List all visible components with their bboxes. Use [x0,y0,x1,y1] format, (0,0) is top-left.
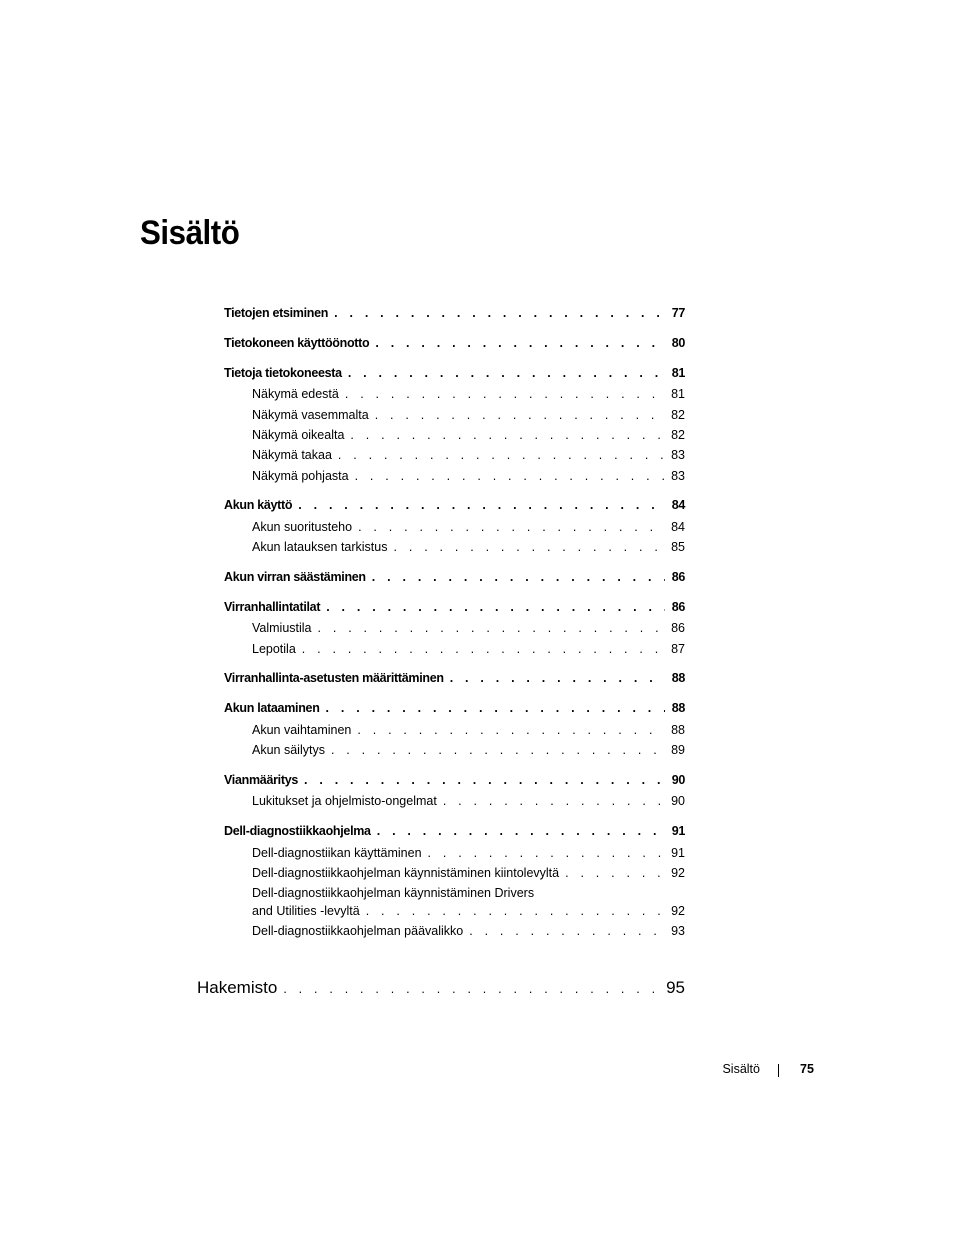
toc-entry-label: Hakemisto [197,978,278,997]
leader-dots [372,569,665,585]
leader-dots [345,386,665,402]
toc-entry-label: Dell-diagnostiikan käyttäminen [252,846,422,860]
toc-entry-label: and Utilities -levyltä [252,904,360,918]
toc-entry-label: Akun latauksen tarkistus [252,540,388,554]
toc-entry-page: 88 [671,701,685,715]
leader-dots [377,823,665,839]
toc-entry-label: Dell-diagnostiikkaohjelman käynnistäminen kiintolevyltä [252,866,560,880]
toc-entry-page: 84 [671,498,685,512]
toc-subentry[interactable] [252,923,685,939]
leader-dots [334,305,665,321]
toc-subentry-first-line: Dell-diagnostiikkaohjelman käynnistäminen Drivers [252,886,535,900]
leader-dots [375,335,665,351]
toc-entry-page: 92 [671,904,685,918]
leader-dots [469,923,665,939]
leader-dots [304,772,665,788]
toc-entry-label: Vianmääritys [224,773,298,787]
leader-dots [394,539,666,555]
toc-entry-page: 81 [671,387,685,401]
toc-entry-label: Lepotila [252,642,296,656]
toc-entry-page: 82 [671,408,685,422]
toc-subentry[interactable] [252,865,685,881]
toc-entry-label: Akun käyttö [224,498,293,512]
toc-subentry[interactable] [252,641,685,657]
toc-entry[interactable] [224,670,685,686]
toc-entry-label: Tietoja tietokoneesta [224,366,342,380]
toc-entry-label: Akun vaihtaminen [252,723,352,737]
leader-dots [283,979,660,999]
toc-entry-label: Näkymä edestä [252,387,339,401]
leader-dots [375,407,665,423]
leader-dots [355,468,665,484]
toc-entry-page: 87 [671,642,685,656]
toc-entry-label: Virranhallinta-asetusten määrittäminen [224,671,444,685]
toc-entry[interactable] [224,700,685,716]
toc-entry-page: 82 [671,428,685,442]
toc-subentry[interactable] [252,427,685,443]
toc-subentry[interactable] [252,447,685,463]
toc-subentry[interactable] [252,845,685,861]
toc-subentry[interactable] [252,407,685,423]
leader-dots [565,865,665,881]
toc-subentry[interactable] [252,519,685,535]
toc-entry-label: Dell-diagnostiikkaohjelma [224,824,371,838]
toc-entry-page: 91 [671,824,685,838]
toc-entry-label: Akun lataaminen [224,701,320,715]
toc-subentry[interactable] [252,722,685,738]
toc-entry-page: 95 [666,978,685,997]
toc-entry-label: Dell-diagnostiikkaohjelman päävalikko [252,924,464,938]
toc-entry-page: 84 [671,520,685,534]
leader-dots [348,365,665,381]
toc-entry-page: 90 [671,773,685,787]
toc-entry-label: Akun virran säästäminen [224,570,366,584]
leader-dots [331,742,665,758]
footer-section-label: Sisältö [722,1062,760,1076]
toc-entry-page: 88 [671,723,685,737]
toc-entry[interactable] [224,823,685,839]
toc-entry-page: 86 [671,570,685,584]
toc-entry-page: 92 [671,866,685,880]
leader-dots [450,670,665,686]
toc-subentry[interactable] [252,620,685,636]
toc-entry-page: 77 [671,306,685,320]
toc-entry-page: 91 [671,846,685,860]
toc-entry-label: Lukitukset ja ohjelmisto-ongelmat [252,794,437,808]
toc-entry[interactable] [224,772,685,788]
toc-entry[interactable] [224,305,685,321]
toc-subentry[interactable] [252,539,685,555]
leader-dots [428,845,665,861]
toc-entry-page: 83 [671,469,685,483]
footer-separator [778,1064,779,1077]
toc-entry-page: 81 [671,366,685,380]
toc-entry[interactable] [224,569,685,585]
toc-entry-label: Valmiustila [252,621,312,635]
leader-dots [338,447,665,463]
toc-chapter-entry[interactable] [197,978,685,998]
toc-entry-label: Näkymä pohjasta [252,469,349,483]
toc-entry[interactable] [224,365,685,381]
toc-entry-label: Akun säilytys [252,743,325,757]
toc-entry[interactable] [224,335,685,351]
leader-dots [326,599,665,615]
toc-entry-page: 89 [671,743,685,757]
toc-entry-page: 85 [671,540,685,554]
leader-dots [357,722,665,738]
toc-entry-label: Tietokoneen käyttöönotto [224,336,370,350]
toc-entry-label: Akun suoritusteho [252,520,353,534]
toc-subentry[interactable] [252,468,685,484]
toc-subentry[interactable] [252,742,685,758]
footer-page-number: 75 [800,1062,814,1076]
leader-dots [318,620,665,636]
toc-entry[interactable] [224,599,685,615]
toc-entry-label: Näkymä vasemmalta [252,408,369,422]
toc-entry-page: 88 [671,671,685,685]
toc-subentry[interactable] [252,386,685,402]
leader-dots [350,427,665,443]
toc-entry-label: Näkymä takaa [252,448,332,462]
toc-entry-label: Virranhallintatilat [224,600,321,614]
toc-entry-page: 86 [671,621,685,635]
toc-entry-page: 80 [671,336,685,350]
toc-subentry[interactable] [252,903,685,919]
toc-entry[interactable] [224,497,685,513]
leader-dots [358,519,665,535]
toc-entry-page: 83 [671,448,685,462]
leader-dots [326,700,665,716]
toc-subentry[interactable] [252,793,685,809]
toc-entry-label: Tietojen etsiminen [224,306,329,320]
toc-entry-page: 90 [671,794,685,808]
toc-entry-page: 86 [671,600,685,614]
leader-dots [302,641,665,657]
leader-dots [443,793,665,809]
leader-dots [298,497,665,513]
toc-entry-page: 93 [671,924,685,938]
page-title: Sisältö [140,214,240,252]
leader-dots [366,903,665,919]
toc-entry-label: Näkymä oikealta [252,428,345,442]
